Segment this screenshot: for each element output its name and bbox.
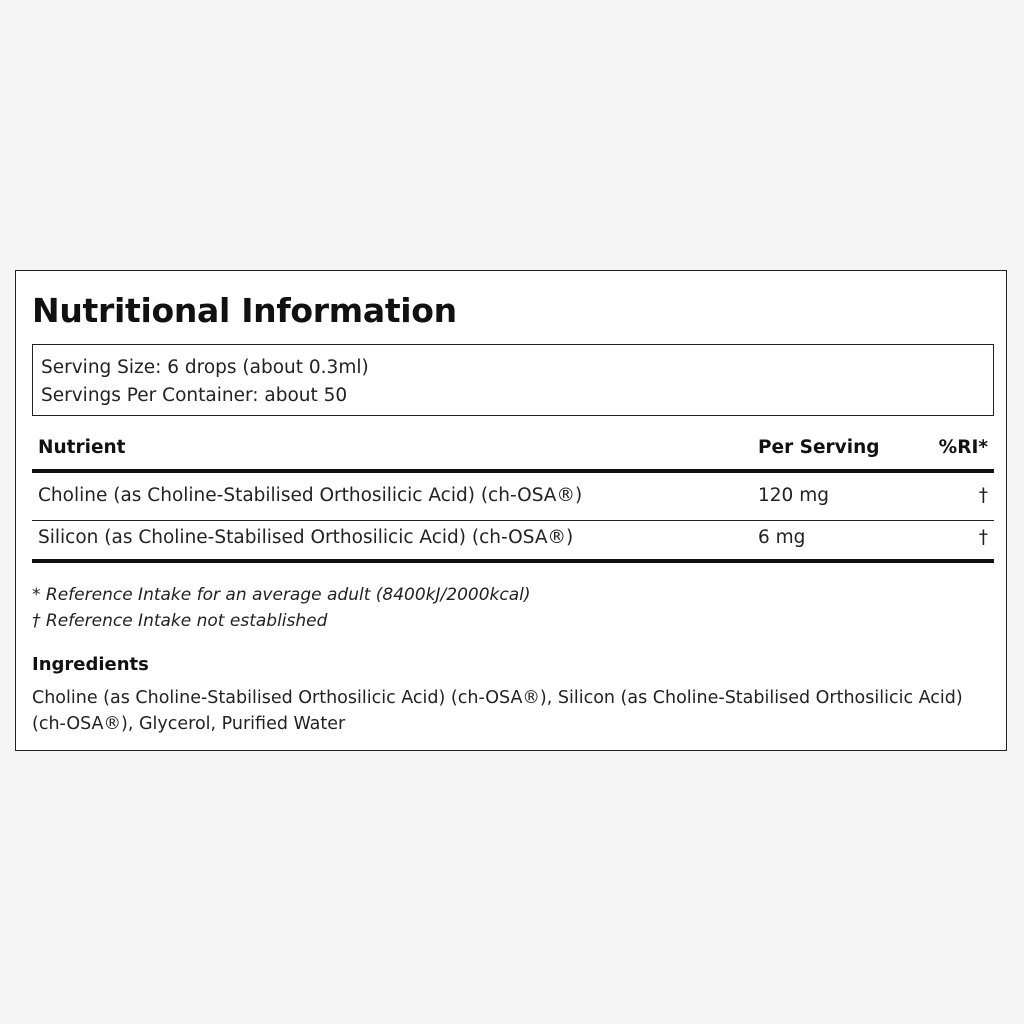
servings-per-container: Servings Per Container: about 50 (41, 385, 348, 406)
nutrient-table-header (32, 431, 994, 473)
serving-size: Serving Size: 6 drops (about 0.3ml) (41, 357, 369, 378)
header-ri: %RI* (938, 437, 988, 458)
footnote-not-established: † Reference Intake not established (32, 611, 328, 631)
row-per-serving: 120 mg (758, 485, 829, 506)
header-per-serving: Per Serving (758, 437, 880, 458)
ingredients-heading: Ingredients (32, 654, 149, 675)
nutrient-table (32, 431, 994, 563)
row-ri: † (978, 527, 988, 548)
nutrition-panel (15, 270, 1007, 751)
header-nutrient: Nutrient (38, 437, 126, 458)
row-nutrient: Choline (as Choline-Stabilised Orthosilicic Acid) (ch-OSA®) (38, 485, 583, 506)
table-row (32, 521, 994, 563)
panel-title: Nutritional Information (32, 291, 457, 330)
table-row (32, 473, 994, 521)
row-per-serving: 6 mg (758, 527, 806, 548)
ingredients-text: Choline (as Choline-Stabilised Orthosilicic Acid) (ch-OSA®), Silicon (as Choline-Stabilised Orthosilicic Acid) (ch-OSA®), Glycerol, Purified Water (32, 688, 963, 734)
serving-info-box (32, 344, 994, 416)
row-nutrient: Silicon (as Choline-Stabilised Orthosilicic Acid) (ch-OSA®) (38, 527, 574, 548)
footnotes (32, 582, 531, 634)
footnote-reference-intake: * Reference Intake for an average adult (8400kJ/2000kcal) (32, 585, 531, 605)
row-ri: † (978, 485, 988, 506)
